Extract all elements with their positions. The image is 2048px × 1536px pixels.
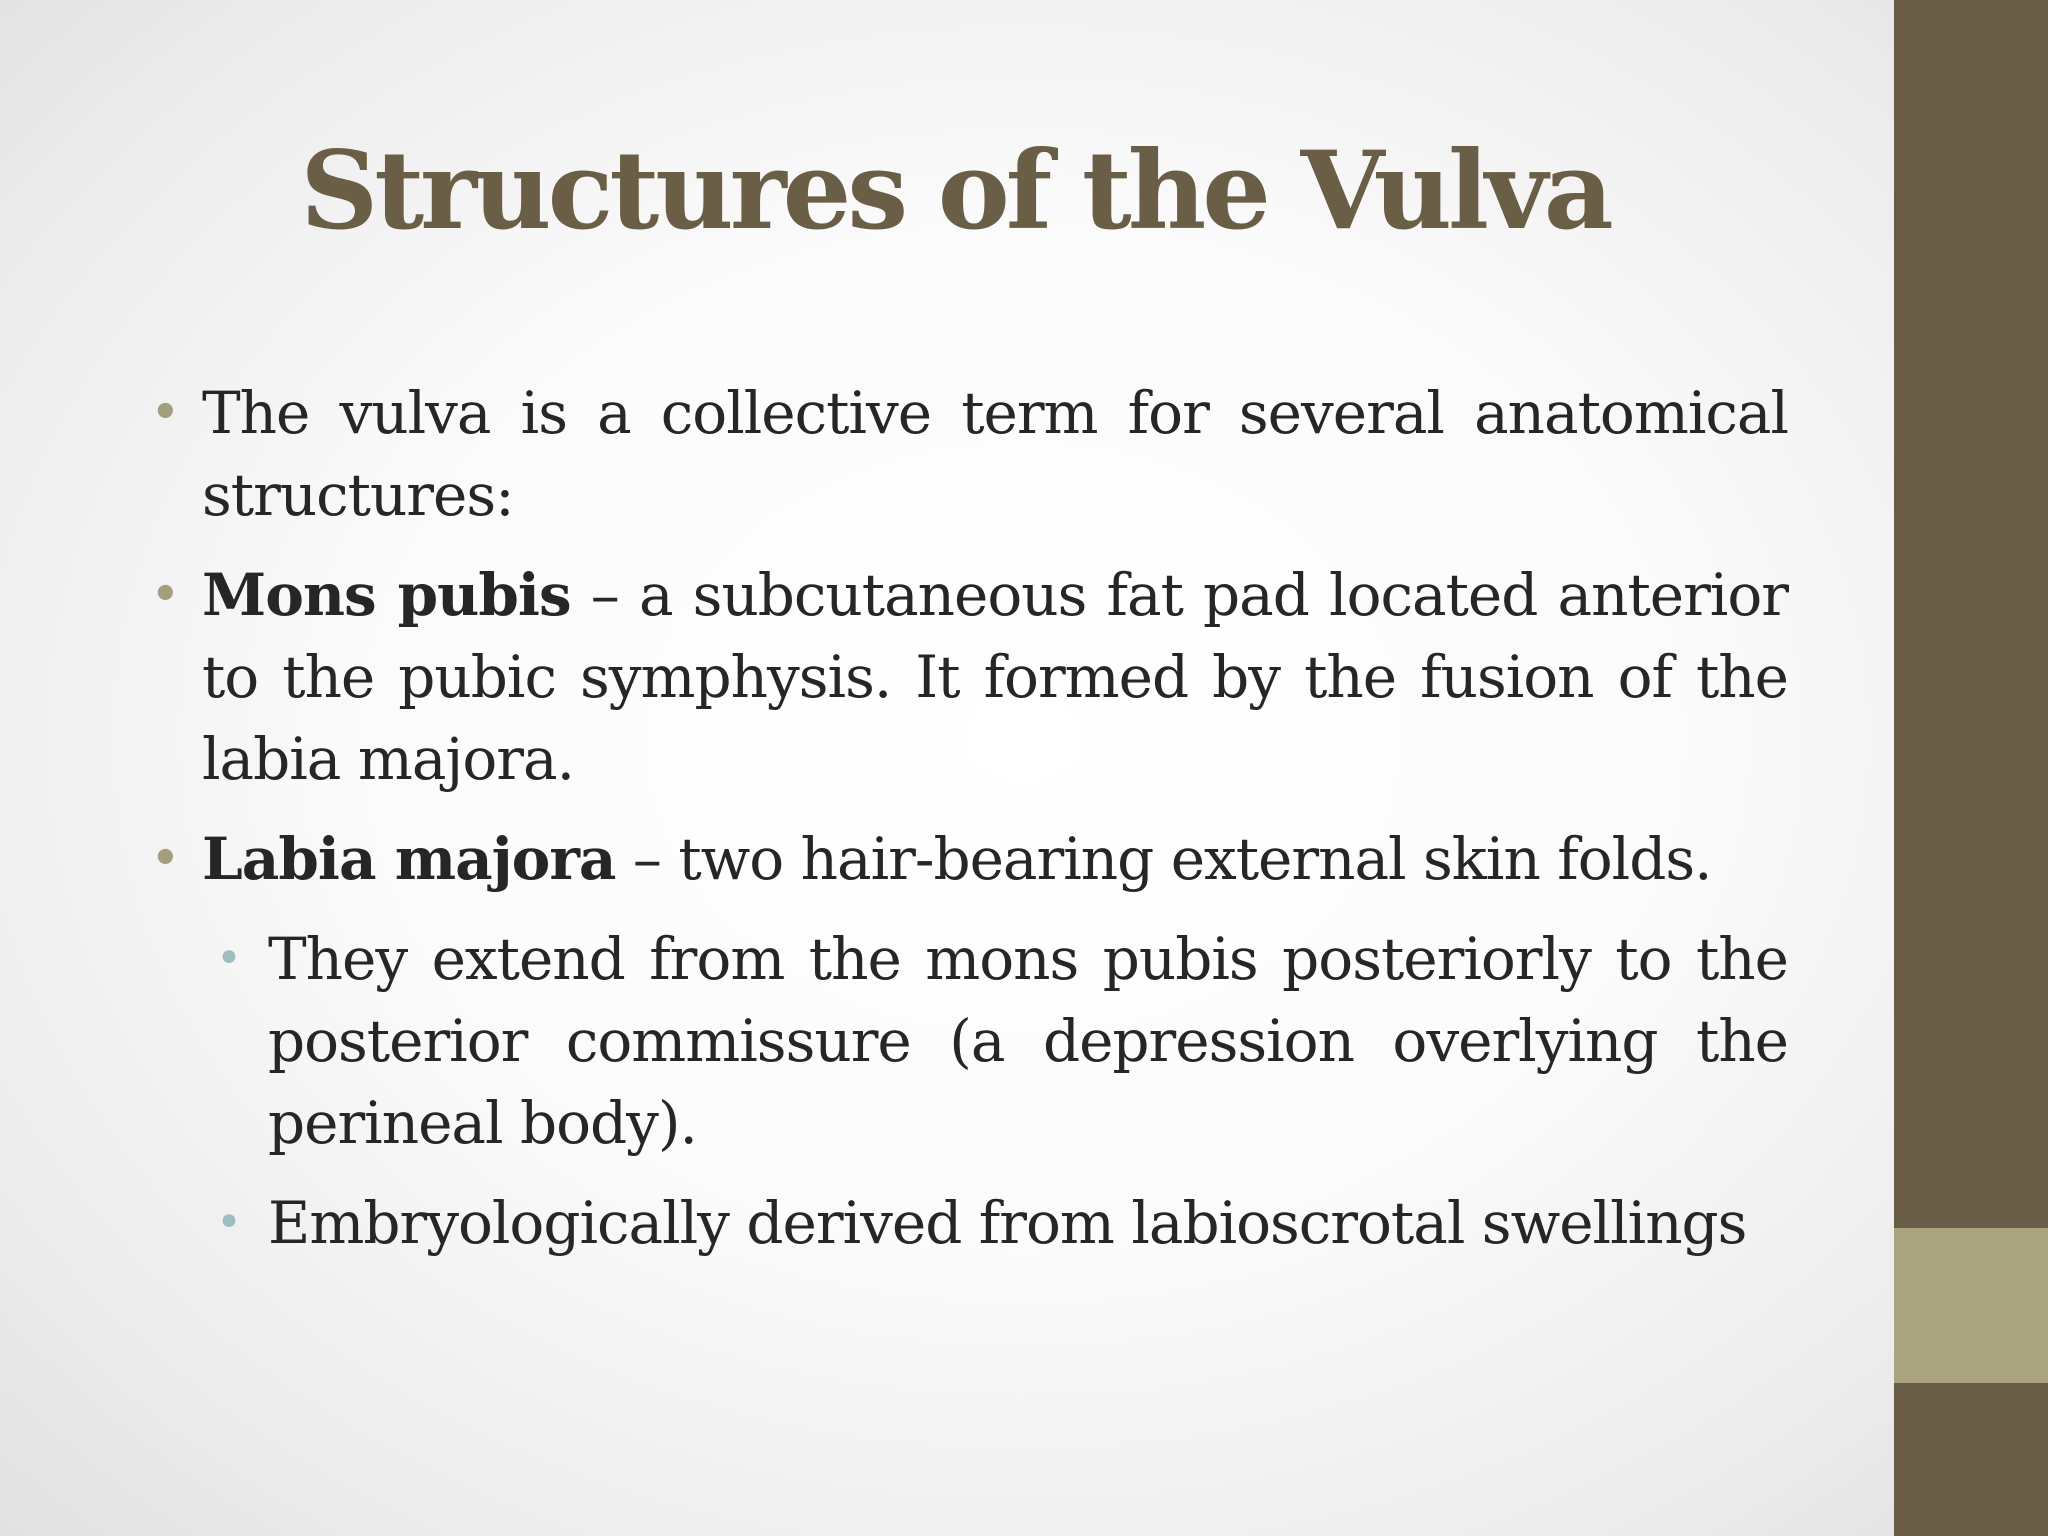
decorative-sidebar <box>1894 0 2048 1536</box>
sub-bullet-dot-icon: • <box>216 933 241 984</box>
bullet-item <box>148 554 1788 800</box>
bullet-text: – a subcutaneous fat pad located anterior to the pubic symphysis. It formed by the fusion of the labia majora. <box>202 561 1788 793</box>
sub-bullet-dot-icon: • <box>216 1197 241 1248</box>
bullet-term: Mons pubis <box>202 561 571 629</box>
sidebar-accent-block <box>1894 1228 2048 1383</box>
sub-bullet-text: Embryologically derived from labioscrotal swellings <box>268 1189 1747 1257</box>
sub-bullet-text: They extend from the mons pubis posteriorly to the posterior commissure (a depression overlying the perineal body). <box>268 925 1788 1157</box>
sub-bullet-item <box>214 1182 1788 1264</box>
sub-bullet-item <box>214 918 1788 1164</box>
slide-content <box>148 372 1788 1282</box>
bullet-text: The vulva is a collective term for several anatomical structures: <box>202 379 1788 529</box>
bullet-dot-icon: • <box>150 829 180 889</box>
bullet-text: – two hair-bearing external skin folds. <box>615 825 1712 893</box>
bullet-term: Labia majora <box>202 825 616 893</box>
slide-title: Structures of the Vulva <box>300 128 1610 254</box>
bullet-dot-icon: • <box>150 383 180 443</box>
bullet-item <box>148 818 1788 900</box>
bullet-item <box>148 372 1788 536</box>
bullet-dot-icon: • <box>150 565 180 625</box>
